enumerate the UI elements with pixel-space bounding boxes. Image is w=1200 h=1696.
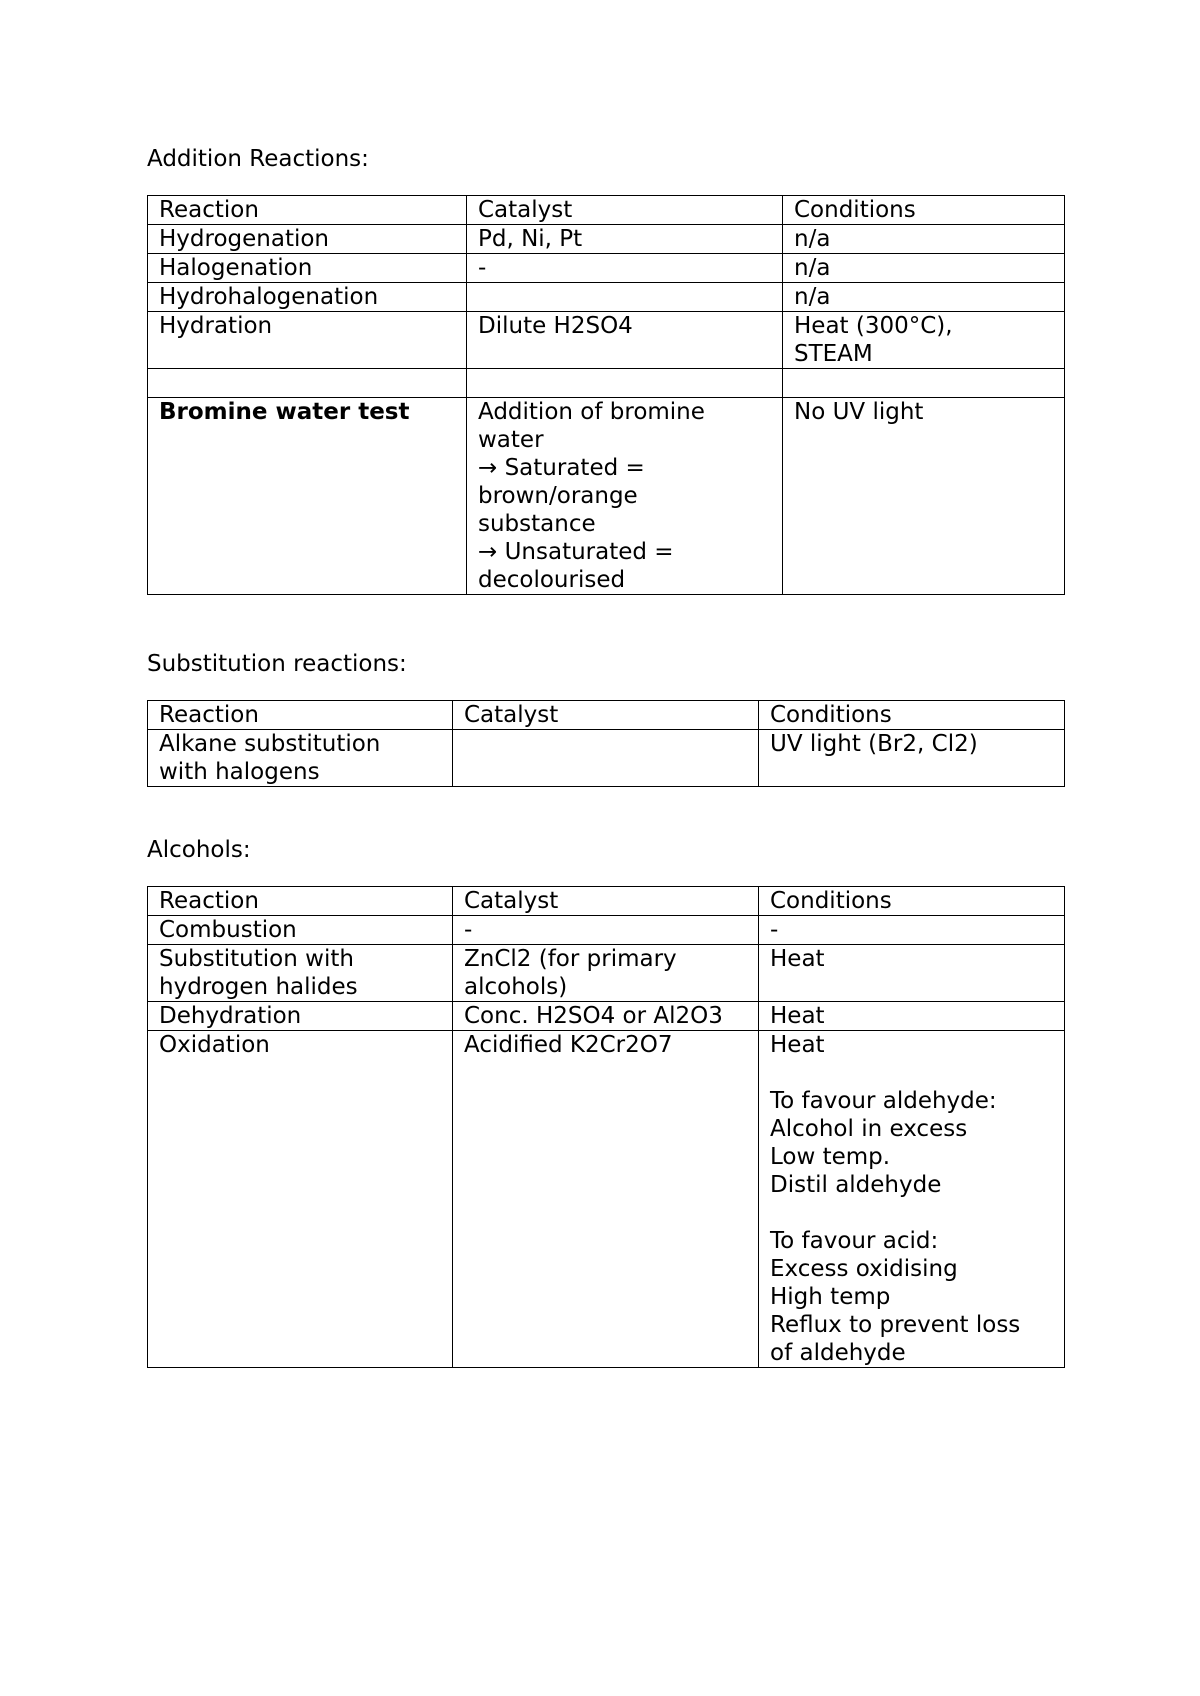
cell-catalyst: [467, 254, 783, 283]
column-header-label: Reaction: [159, 702, 259, 728]
cell-catalyst: [453, 1031, 759, 1368]
cell-text: Substitution with: [159, 946, 354, 972]
cell-catalyst: [453, 730, 759, 787]
column-header-reaction: [148, 701, 453, 730]
cell-reaction: [148, 254, 467, 283]
cell-reaction: [148, 225, 467, 254]
table-row: [148, 730, 1065, 787]
cell-reaction: [148, 1002, 453, 1031]
cell-text: → Unsaturated =: [478, 539, 674, 565]
cell-text: UV light (Br2, Cl2): [770, 731, 978, 757]
cell-text: Pd, Ni, Pt: [478, 226, 583, 252]
cell-text: To favour aldehyde:: [770, 1088, 997, 1114]
table-row: [148, 283, 1065, 312]
cell-text: with halogens: [159, 759, 320, 785]
cell-text: Addition of bromine: [478, 399, 705, 425]
blank-line: [770, 1199, 1064, 1227]
cell-text: -: [770, 917, 779, 943]
cell-text: Hydration: [159, 313, 273, 339]
cell-text: Hydrogenation: [159, 226, 330, 252]
column-header-catalyst: [453, 701, 759, 730]
column-header-label: Conditions: [770, 888, 892, 914]
column-header-conditions: [759, 701, 1065, 730]
addition-reactions-table: [147, 195, 1065, 595]
table-row: [148, 945, 1065, 1002]
cell-text: alcohols): [464, 974, 568, 1000]
addition-reactions-body: [148, 196, 1065, 595]
cell-catalyst: [467, 283, 783, 312]
cell-text: High temp: [770, 1284, 891, 1310]
cell-text: Heat: [770, 946, 825, 972]
cell-text: Heat: [770, 1032, 825, 1058]
column-header-label: Reaction: [159, 197, 259, 223]
column-header-conditions: [759, 887, 1065, 916]
cell-text: of aldehyde: [770, 1340, 906, 1366]
cell-catalyst: [467, 369, 783, 398]
cell-conditions: [783, 398, 1065, 595]
blank-line: [770, 1059, 1064, 1087]
table-row: [148, 312, 1065, 369]
cell-conditions: [783, 283, 1065, 312]
cell-reaction: [148, 312, 467, 369]
cell-conditions: [759, 916, 1065, 945]
cell-conditions: [783, 225, 1065, 254]
cell-text: Combustion: [159, 917, 297, 943]
column-header-reaction: [148, 196, 467, 225]
column-header-catalyst: [467, 196, 783, 225]
substitution-reactions-table: [147, 700, 1065, 787]
cell-text: → Saturated =: [478, 455, 645, 481]
table-header-row: [148, 196, 1065, 225]
cell-reaction: [148, 1031, 453, 1368]
cell-conditions: [783, 254, 1065, 283]
cell-reaction: [148, 730, 453, 787]
column-header-conditions: [783, 196, 1065, 225]
cell-conditions: [783, 312, 1065, 369]
cell-reaction: [148, 945, 453, 1002]
cell-text: Acidified K2Cr2O7: [464, 1032, 673, 1058]
table-row: [148, 1002, 1065, 1031]
alcohols-title: Alcohols:: [147, 837, 251, 863]
column-header-reaction: [148, 887, 453, 916]
cell-text: water: [478, 427, 544, 453]
addition-reactions-title: Addition Reactions:: [147, 146, 369, 172]
cell-text: -: [464, 917, 473, 943]
column-header-label: Catalyst: [464, 702, 559, 728]
cell-text: To favour acid:: [770, 1228, 939, 1254]
table-row: [148, 398, 1065, 595]
alcohols-body: [148, 887, 1065, 1368]
cell-conditions: [759, 945, 1065, 1002]
column-header-label: Conditions: [794, 197, 916, 223]
alcohols-table: [147, 886, 1065, 1368]
cell-text: Bromine water test: [159, 399, 410, 425]
cell-text: n/a: [794, 284, 831, 310]
cell-text: Dehydration: [159, 1003, 302, 1029]
cell-reaction: [148, 916, 453, 945]
column-header-label: Conditions: [770, 702, 892, 728]
cell-text: Alkane substitution: [159, 731, 381, 757]
cell-text: STEAM: [794, 341, 873, 367]
cell-catalyst: [467, 398, 783, 595]
table-row: [148, 225, 1065, 254]
cell-text: n/a: [794, 226, 831, 252]
cell-catalyst: [453, 945, 759, 1002]
cell-catalyst: [467, 312, 783, 369]
cell-reaction: [148, 398, 467, 595]
cell-text: No UV light: [794, 399, 924, 425]
cell-text: Heat: [770, 1003, 825, 1029]
cell-text: -: [478, 255, 487, 281]
cell-conditions: [759, 1002, 1065, 1031]
cell-text: Conc. H2SO4 or Al2O3: [464, 1003, 723, 1029]
cell-text: Reflux to prevent loss: [770, 1312, 1021, 1338]
cell-conditions: [759, 730, 1065, 787]
cell-conditions: [759, 1031, 1065, 1368]
cell-text: Halogenation: [159, 255, 313, 281]
cell-text: Distil aldehyde: [770, 1172, 942, 1198]
cell-conditions: [783, 369, 1065, 398]
cell-text: decolourised: [478, 567, 626, 593]
cell-text: Alcohol in excess: [770, 1116, 968, 1142]
empty-cell: [464, 730, 758, 758]
cell-text: n/a: [794, 255, 831, 281]
cell-text: Hydrohalogenation: [159, 284, 379, 310]
column-header-catalyst: [453, 887, 759, 916]
cell-catalyst: [453, 1002, 759, 1031]
cell-text: Oxidation: [159, 1032, 270, 1058]
cell-catalyst: [467, 225, 783, 254]
table-header-row: [148, 701, 1065, 730]
empty-cell: [478, 283, 782, 311]
cell-reaction: [148, 283, 467, 312]
table-header-row: [148, 887, 1065, 916]
substitution-reactions-title: Substitution reactions:: [147, 651, 407, 677]
column-header-label: Catalyst: [464, 888, 559, 914]
empty-cell: [794, 369, 1064, 397]
cell-text: substance: [478, 511, 596, 537]
column-header-label: Reaction: [159, 888, 259, 914]
cell-text: Heat (300°C),: [794, 313, 953, 339]
substitution-reactions-body: [148, 701, 1065, 787]
empty-cell: [478, 369, 782, 397]
cell-text: Low temp.: [770, 1144, 891, 1170]
table-row: [148, 254, 1065, 283]
cell-text: hydrogen halides: [159, 974, 358, 1000]
table-row: [148, 1031, 1065, 1368]
empty-cell: [159, 369, 466, 397]
cell-reaction: [148, 369, 467, 398]
cell-text: ZnCl2 (for primary: [464, 946, 677, 972]
cell-text: Dilute H2SO4: [478, 313, 633, 339]
cell-text: Excess oxidising: [770, 1256, 958, 1282]
table-row: [148, 916, 1065, 945]
column-header-label: Catalyst: [478, 197, 573, 223]
table-row: [148, 369, 1065, 398]
cell-catalyst: [453, 916, 759, 945]
cell-text: brown/orange: [478, 483, 638, 509]
